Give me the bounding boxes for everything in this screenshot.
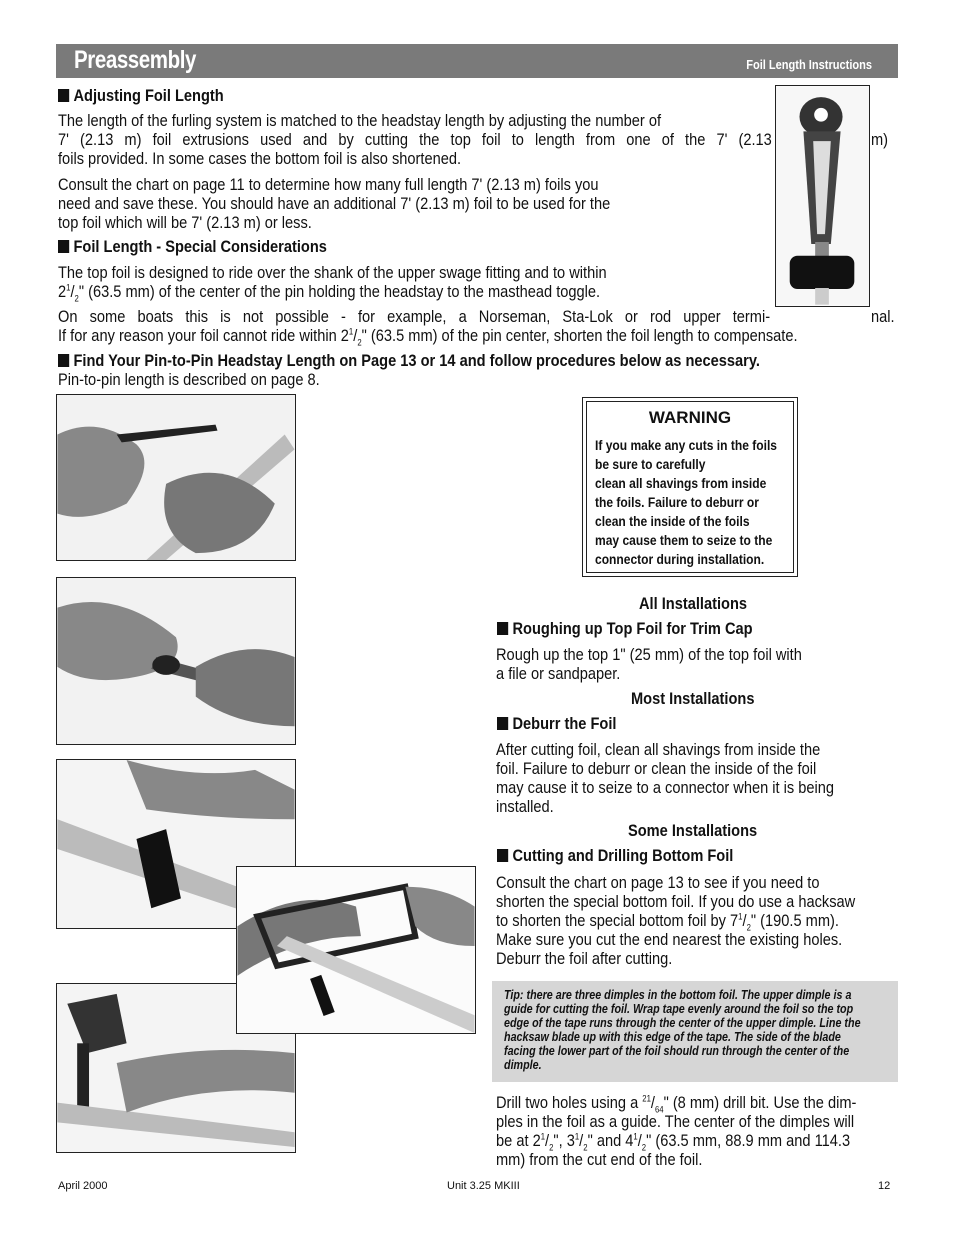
text-line: be at $2^1/_2$", $3^1/_2$" and $4^1/_2$" (63.5 mm, 88.9 mm and 114.3 [496,1131,851,1153]
heading-adjusting-foil-length: Adjusting Foil Length [58,86,224,106]
heading-roughing-top-foil: Roughing up Top Foil for Trim Cap [497,619,753,639]
bullet-square-icon [497,849,508,862]
hands-foil-image [57,395,295,560]
text-line: Deburr the foil after cutting. [496,949,673,968]
text-line: shorten the special bottom foil. If you do use a hacksaw [496,892,856,911]
label-most-installations: Most Installations [631,689,755,708]
hacksaw-image [237,867,475,1033]
deburr-photo [56,577,296,745]
heading-special-considerations: Foil Length - Special Considerations [58,237,327,257]
warning-box [582,397,798,577]
heading-deburr-foil: Deburr the Foil [497,714,616,734]
bullet-square-icon [497,622,508,635]
paragraph-top-foil [58,263,607,304]
warning-line: connector during installation. [595,551,765,567]
heading-cutting-drilling: Cutting and Drilling Bottom Foil [497,846,733,866]
text-line: $2^1/_2$" (63.5 mm) of the center of the pin holding the headstay to the masthead toggle. [58,282,601,304]
tip-box [492,981,898,1082]
text-line: mm) from the cut end of the foil. [496,1150,703,1169]
text-line: If for any reason your foil cannot ride within $2^1/_2$" (63.5 mm) of the pin center, shorten the foil length to compensate. [58,326,798,348]
footer-date: April 2000 [58,1180,108,1192]
footer-page-number: 12 [878,1180,891,1192]
tip-line: guide for cutting the foil. Wrap tape evenly around the foil so the top [504,1002,854,1016]
text-line: ples in the foil as a guide. The center of the dimples will [496,1112,855,1131]
footer-unit: Unit 3.25 MKIII [447,1180,520,1192]
text-line: need and save these. You should have an additional 7' (2.13 m) foil to be used for the [58,194,611,213]
text-line: to shorten the special bottom foil by $7^1/_2$" (190.5 mm). [496,911,839,933]
bullet-square-icon [58,240,69,253]
text-line: foils provided. In some cases the bottom foil is also shortened. [58,149,462,168]
tip-line: edge of the tape runs through the center of the upper dimple. Line the [504,1016,861,1030]
warning-line: clean all shavings from inside [595,475,767,491]
bullet-square-icon [58,89,69,102]
text-line: The length of the furling system is matched to the headstay length by adjusting the number of [58,111,662,130]
paragraph-furling-length [58,111,772,168]
text-line: 7' (2.13 m) foil extrusions used and by cutting the top foil to length from one of the 7' (2.13 [58,130,772,149]
page-subtitle: Foil Length Instructions [746,57,872,72]
warning-line: be sure to carefully [595,456,706,472]
hacksaw-photo [236,866,476,1034]
text-line-end: m) [871,130,889,149]
warning-line: If you make any cuts in the foils [595,437,777,453]
warning-line: may cause them to seize to the [595,532,773,548]
text-line: top foil which will be 7' (2.13 m) or less. [58,213,312,232]
label-all-installations: All Installations [639,594,748,613]
header-bar [56,44,898,78]
paragraph-deburr [496,740,834,816]
tip-line: facing the lower part of the foil should run through the center of the [504,1044,850,1058]
text-line: After cutting foil, clean all shavings from inside the [496,740,821,759]
warning-inner-frame [586,401,794,573]
paragraph-rough-up [496,645,802,683]
text-line: foil. Failure to deburr or clean the inside of the foil [496,759,817,778]
bullet-square-icon [58,354,69,367]
paragraph-drill [496,1093,856,1169]
hands-deburr-image [57,578,295,744]
page-title: Preassembly [74,46,197,74]
text-line-end: nal. [871,307,895,326]
swage-fitting-photo [775,85,870,307]
text-line: Consult the chart on page 11 to determine how many full length 7' (2.13 m) foils you [58,175,599,194]
text-line: Consult the chart on page 13 to see if you need to [496,873,820,892]
tip-line: dimple. [504,1058,542,1072]
text-line: The top foil is designed to ride over the shank of the upper swage fitting and to within [58,263,607,282]
tip-line: hacksaw blade up with this edge of the tape. The side of the blade [504,1030,841,1044]
text-line: On some boats this is not possible - for example, a Norseman, Sta-Lok or rod upper termi- [58,307,771,326]
bullet-square-icon [497,717,508,730]
warning-line: clean the inside of the foils [595,513,750,529]
text-line: installed. [496,797,554,816]
swage-fitting-image [776,86,869,306]
text-line: Rough up the top 1" (25 mm) of the top foil with [496,645,802,664]
label-some-installations: Some Installations [628,821,758,840]
warning-title: WARNING [648,408,732,427]
text-line: Make sure you cut the end nearest the existing holes. [496,930,843,949]
paragraph-cutting [496,873,855,968]
tip-line: Tip: there are three dimples in the bottom foil. The upper dimple is a [504,988,852,1002]
paragraph-consult-chart [58,175,610,232]
warning-line: the foils. Failure to deburr or [595,494,759,510]
text-line: Drill two holes using a $^{21}/_{64}$" (8 mm) drill bit. Use the dim- [496,1093,857,1115]
text-line: may cause it to seize to a connector when it is being [496,778,835,797]
paragraph-pin-to-pin: Pin-to-pin length is described on page 8. [58,370,320,389]
heading-pin-to-pin: Find Your Pin-to-Pin Headstay Length on Page 13 or 14 and follow procedures below as necessary. [58,351,760,371]
paragraph-norseman [58,307,798,348]
text-line: a file or sandpaper. [496,664,621,683]
foil-cutting-photo [56,394,296,561]
